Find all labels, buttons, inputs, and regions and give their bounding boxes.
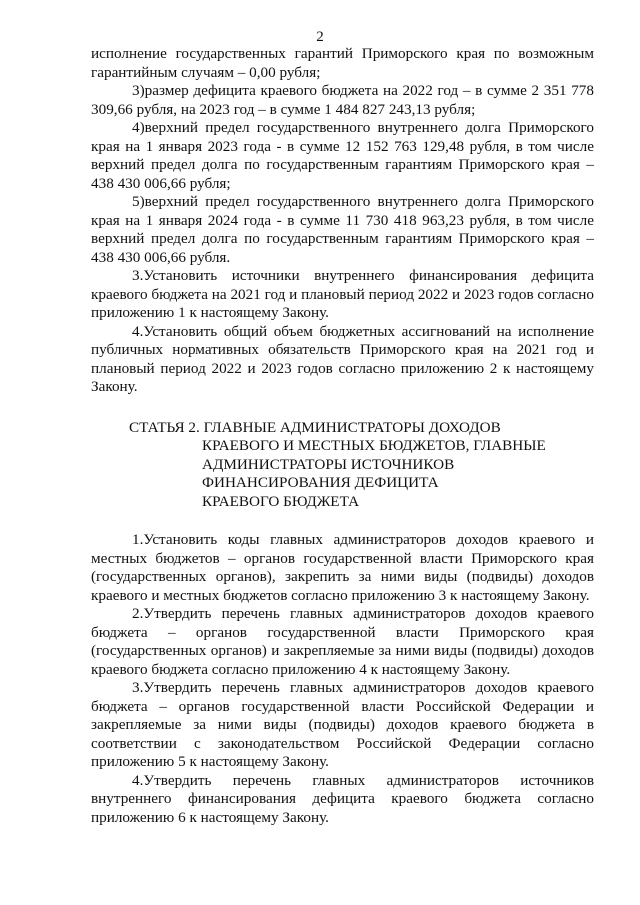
paragraph-guarantees-continuation: исполнение государственных гарантий Приморского края по возможным гарантийным случаям – 0,00 рубля; [91,45,594,81]
paragraph-deficit-2022-2023: 3)размер дефицита краевого бюджета на 2022 год – в сумме 2 351 778 309,66 рубля, на 2023 год – в сумме 1 484 827 243,13 рубля; [91,82,594,118]
paragraph-article2-item-3: 3.Утвердить перечень главных администраторов доходов краевого бюджета – органов государственной власти Российской Федерации и закрепляемые за ними виды (подвиды) доходов краевого бюджета в соответствии с законодательством Российской Федерации согласно приложению 5 к настоящему Закону. [91,679,594,770]
article-heading-line: КРАЕВОГО И МЕСТНЫХ БЮДЖЕТОВ, ГЛАВНЫЕ [202,437,546,454]
paragraph-article2-item-1: 1.Установить коды главных администраторов доходов краевого и местных бюджетов – органов государственной власти Приморского края (государственных органов), закрепить за ними виды (подвиды) доходов краевого и местных бюджетов согласно приложению 3 к настоящему Закону. [91,531,594,604]
article-heading-line: АДМИНИСТРАТОРЫ ИСТОЧНИКОВ [202,455,455,473]
paragraph-item-3-sources: 3.Установить источники внутреннего финансирования дефицита краевого бюджета на 2021 год и плановый период 2022 и 2023 годов согласно приложению 1 к настоящему Закону. [91,267,594,321]
paragraph-debt-limit-2023: 4)верхний предел государственного внутреннего долга Приморского края на 1 января 2023 года - в сумме 12 152 763 129,48 рубля, в том числе верхний предел долга по государственным гарантиям Приморского края – 438 430 006,66 рубля; [91,119,594,192]
paragraph-article2-item-2: 2.Утвердить перечень главных администраторов доходов краевого бюджета – органов государственной власти Приморского края (государственных органов) и закрепляемые за ними виды (подвиды) доходов краевого бюджета согласно приложению 4 к настоящему Закону. [91,605,594,678]
document-body [91,45,594,827]
paragraph-debt-limit-2024: 5)верхний предел государственного внутреннего долга Приморского края на 1 января 2024 года - в сумме 11 730 418 963,23 рубля, в том числе верхний предел долга по государственным гарантиям Приморского края – 438 430 006,66 рубля. [91,193,594,266]
paragraph-item-4-obligations: 4.Установить общий объем бюджетных ассигнований на исполнение публичных нормативных обязательств Приморского края на 2021 год и плановый период 2022 и 2023 годов согласно приложению 2 к настоящему Закону. [91,322,594,395]
article-heading-line: ФИНАНСИРОВАНИЯ ДЕФИЦИТА [202,474,439,491]
article-heading-line: КРАЕВОГО БЮДЖЕТА [202,492,360,510]
article-2-heading [91,419,594,512]
paragraph-article2-item-4: 4.Утвердить перечень главных администраторов источников внутреннего финансирования дефицита краевого бюджета согласно приложению 6 к настоящему Закону. [91,771,594,826]
page-number: 2 [316,29,324,45]
article-heading-line: СТАТЬЯ 2. ГЛАВНЫЕ АДМИНИСТРАТОРЫ ДОХОДОВ [129,418,501,436]
